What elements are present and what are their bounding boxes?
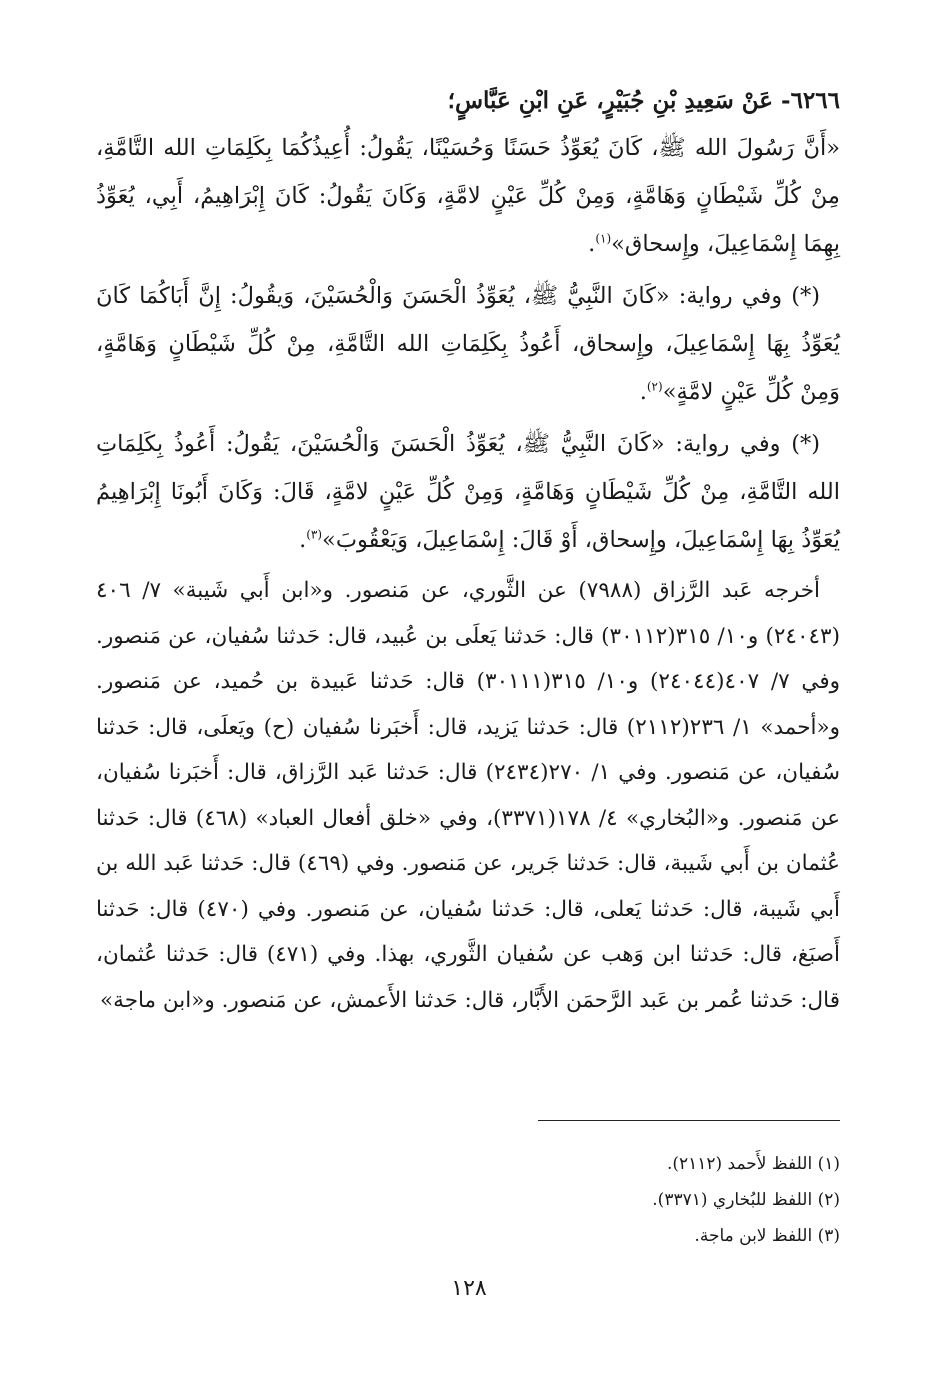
footnote-1: (١) اللفظ لأَحمد (٢١١٢).	[666, 1154, 840, 1174]
hadith-main-body: «أَنَّ رَسُولَ الله ﷺ، كَانَ يُعَوِّذُ حَسَنًا وَحُسَيْنًا، يَقُولُ: أُعِيذُكُمَا بِكَلِمَاتِ الله التَّامَّةِ، مِنْ كُلِّ شَيْطَانٍ وَهَامَّةٍ، وَمِنْ كُلِّ عَيْنٍ لامَّةٍ، وَكَانَ يَقُولُ: كَانَ إِبْرَاهِيمُ، أَبِي، يُعَوِّذُ بِهِمَا إِسْمَاعِيلَ، وإِسحاق»	[96, 135, 840, 257]
hadith-main-text: «أَنَّ رَسُولَ الله ﷺ، كَانَ يُعَوِّذُ حَسَنًا وَحُسَيْنًا، يَقُولُ: أُعِيذُكُمَا بِكَلِمَاتِ الله التَّامَّةِ، مِنْ كُلِّ شَيْطَانٍ وَهَامَّةٍ، وَمِنْ كُلِّ عَيْنٍ لامَّةٍ، وَكَانَ يَقُولُ: كَانَ إِبْرَاهِيمُ، أَبِي، يُعَوِّذُ بِهِمَا إِسْمَاعِيلَ، وإِسحاق»$^{(١)}$.	[96, 135, 840, 257]
narration-1-body: وفي رواية: «كَانَ النَّبِيُّ ﷺ، يُعَوِّذُ الْحَسَنَ وَالْحُسَيْنَ، وَيقُولُ: إِنَّ أَبَاكُمَا كَانَ يُعَوِّذُ بِهَا إِسْمَاعِيلَ، وإِسحاق، أَعُوذُ بِكَلِمَاتِ الله التَّامَّةِ، مِنْ كُلِّ شَيْطَانٍ وَهَامَّةٍ، وَمِنْ كُلِّ عَيْنٍ لامَّةٍ»	[96, 283, 840, 405]
footnote-ref-1[interactable]: (١)	[595, 231, 612, 246]
takhrij-paragraph: أخرجه عَبد الرَّزاق (٧٩٨٨) عن الثَّوري، عن مَنصور. و«ابن أَبي شَيبة» ٧/ ٤٠٦ (٢٤٠٤٣) و١٠/ ٣١٥(٣٠١١٢) قال: حَدثنا يَعلَى بن عُبيد، قال: حَدثنا سُفيان، عن مَنصور. وفي ٧/ ٤٠٧(٢٤٠٤٤) و١٠/ ٣١٥(٣٠١١١) قال: حَدثنا عَبيدة بن حُميد، عن مَنصور. و«أحمد» ١/ ٢٣٦(٢١١٢) قال: حَدثنا يَزيد، قال: أَخبَرنا سُفيان (ح) ويَعلَى، قال: حَدثنا سُفيان، عن مَنصور. وفي ١/ ٢٧٠(٢٤٣٤) قال: حَدثنا عَبد الرَّزاق، قال: أَخبَرنا سُفيان، عن مَنصور. و«البُخاري» ٤/ ١٧٨(٣٣٧١)، وفي «خلق أفعال العباد» (٤٦٨) قال: حَدثنا عُثمان بن أَبي شَيبة، قال: حَدثنا جَرير، عن مَنصور. وفي (٤٦٩) قال: حَدثنا عَبد الله بن أَبي شَيبة، قال: حَدثنا يَعلى، قال: حَدثنا سُفيان، عن مَنصور. وفي (٤٧٠) قال: حَدثنا أَصبَغ، قال: حَدثنا ابن وَهب عن سُفيان الثَّوري، بهذا. وفي (٤٧١) قال: حَدثنا عُثمان، قال: حَدثنا عُمر بن عَبد الرَّحمَن الأَبَّار، قال: حَدثنا الأَعمش، عن مَنصور. و«ابن ماجة»	[96, 578, 841, 1013]
narration-2-star: (*)	[791, 431, 820, 457]
footnote-2: (٢) اللفظ للبُخاري (٣٣٧١).	[652, 1190, 840, 1210]
page-body	[96, 84, 840, 1027]
footnote-ref-2[interactable]: (٢)	[646, 379, 663, 394]
narration-2: (*) وفي رواية: «كَانَ النَّبِيُّ ﷺ، يُعَوِّذُ الْحَسَنَ وَالْحُسَيْنَ، يَقُولُ: أَعُوذُ بِكَلِمَاتِ الله التَّامَّةِ، مِنْ كُلِّ شَيْطَانٍ وَهَامَّةٍ، وَمِنْ كُلِّ عَيْنٍ لامَّةٍ، قَالَ: وَكَانَ أَبُونَا إِبْرَاهِيمُ يُعَوِّذُ بِهَا إِسْمَاعِيلَ، وإِسحاق، أَوْ قَالَ: إِسْمَاعِيلَ، وَيَعْقُوبَ»$^{(٣)}$.	[96, 431, 840, 553]
narration-2-body: وفي رواية: «كَانَ النَّبِيُّ ﷺ، يُعَوِّذُ الْحَسَنَ وَالْحُسَيْنَ، يَقُولُ: أَعُوذُ بِكَلِمَاتِ الله التَّامَّةِ، مِنْ كُلِّ شَيْطَانٍ وَهَامَّةٍ، وَمِنْ كُلِّ عَيْنٍ لامَّةٍ، قَالَ: وَكَانَ أَبُونَا إِبْرَاهِيمُ يُعَوِّذُ بِهَا إِسْمَاعِيلَ، وإِسحاق، أَوْ قَالَ: إِسْمَاعِيلَ، وَيَعْقُوبَ»	[96, 431, 840, 553]
page-number: ١٢٨	[451, 1276, 487, 1301]
narration-1: (*) وفي رواية: «كَانَ النَّبِيُّ ﷺ، يُعَوِّذُ الْحَسَنَ وَالْحُسَيْنَ، وَيقُولُ: إِنَّ أَبَاكُمَا كَانَ يُعَوِّذُ بِهَا إِسْمَاعِيلَ، وإِسحاق، أَعُوذُ بِكَلِمَاتِ الله التَّامَّةِ، مِنْ كُلِّ شَيْطَانٍ وَهَامَّةٍ، وَمِنْ كُلِّ عَيْنٍ لامَّةٍ»$^{(٢)}$.	[96, 283, 840, 405]
footnote-ref-3[interactable]: (٣)	[306, 527, 323, 542]
footnotes	[340, 1146, 840, 1254]
footnote-divider	[538, 1120, 840, 1121]
footnote-3: (٣) اللفظ لابن ماجة.	[694, 1226, 840, 1246]
hadith-heading: ٦٢٦٦- عَنْ سَعِيدِ بْنِ جُبَيْرٍ، عَنِ ابْنِ عَبَّاسٍ؛	[447, 87, 840, 114]
narration-1-star: (*)	[791, 283, 820, 309]
